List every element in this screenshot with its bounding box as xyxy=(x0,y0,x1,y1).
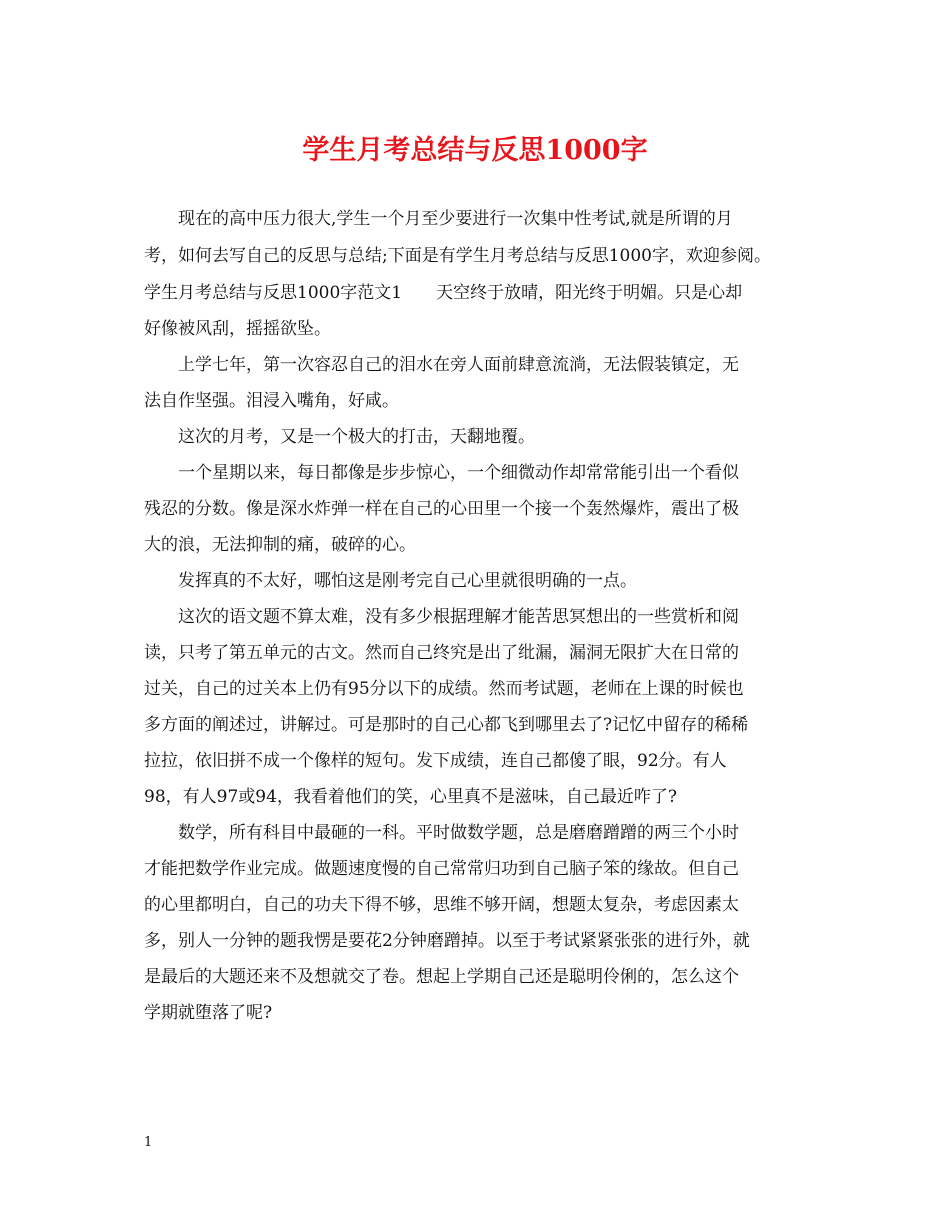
paragraph-line: 多方面的阐述过，讲解过。可是那时的自己心都飞到哪里去了?记忆中留存的稀稀 xyxy=(144,715,749,735)
paragraph-line: 是最后的大题还来不及想就交了卷。想起上学期自己还是聪明伶俐的，怎么这个 xyxy=(144,967,739,987)
paragraph-line: 考，如何去写自己的反思与总结;下面是有学生月考总结与反思1000字，欢迎参阅。 xyxy=(144,246,771,266)
paragraph-line: 一个星期以来，每日都像是步步惊心，一个细微动作却常常能引出一个看似 xyxy=(178,463,739,483)
paragraph-line: 现在的高中压力很大,学生一个月至少要进行一次集中性考试,就是所谓的月 xyxy=(178,209,733,229)
paragraph-line: 学生月考总结与反思1000字范文1 天空终于放晴，阳光终于明媚。只是心却 xyxy=(144,283,743,303)
paragraph-line: 这次的语文题不算太难，没有多少根据理解才能苦思冥想出的一些赏析和阅 xyxy=(178,607,739,627)
paragraph-line: 才能把数学作业完成。做题速度慢的自己常常归功到自己脑子笨的缘故。但自己 xyxy=(144,859,739,879)
paragraph-line: 拉拉，依旧拼不成一个像样的短句。发下成绩，连自己都傻了眼，92分。有人 xyxy=(144,751,727,771)
paragraph-line: 多，别人一分钟的题我愣是要花2分钟磨蹭掉。以至于考试紧紧张张的进行外，就 xyxy=(144,931,750,951)
paragraph-line: 上学七年，第一次容忍自己的泪水在旁人面前肆意流淌，无法假装镇定，无 xyxy=(178,355,739,375)
paragraph-line: 的心里都明白，自己的功夫下得不够，思维不够开阔，想题太复杂，考虑因素太 xyxy=(144,895,739,915)
paragraph-line: 好像被风刮，摇摇欲坠。 xyxy=(144,319,331,339)
paragraph-line: 数学，所有科目中最砸的一科。平时做数学题，总是磨磨蹭蹭的两三个小时 xyxy=(178,823,739,843)
paragraph-line: 98，有人97或94，我看着他们的笑，心里真不是滋味，自己最近咋了? xyxy=(144,787,678,807)
paragraph-line: 法自作坚强。泪浸入嘴角，好咸。 xyxy=(144,391,399,411)
paragraph-line: 发挥真的不太好，哪怕这是刚考完自己心里就很明确的一点。 xyxy=(178,571,637,591)
page-number: 1 xyxy=(144,1135,153,1150)
paragraph-line: 这次的月考，又是一个极大的打击，天翻地覆。 xyxy=(178,427,535,447)
paragraph-line: 残忍的分数。像是深水炸弹一样在自己的心田里一个接一个轰然爆炸，震出了极 xyxy=(144,499,739,519)
page-title: 学生月考总结与反思1000字 xyxy=(302,135,648,166)
paragraph-line: 过关，自己的过关本上仍有95分以下的成绩。然而考试题，老师在上课的时候也 xyxy=(144,679,744,699)
paragraph-line: 大的浪，无法抑制的痛，破碎的心。 xyxy=(144,535,416,555)
paragraph-line: 读，只考了第五单元的古文。然而自己终究是出了纰漏，漏洞无限扩大在日常的 xyxy=(144,643,739,663)
paragraph-line: 学期就堕落了呢? xyxy=(144,1003,273,1023)
